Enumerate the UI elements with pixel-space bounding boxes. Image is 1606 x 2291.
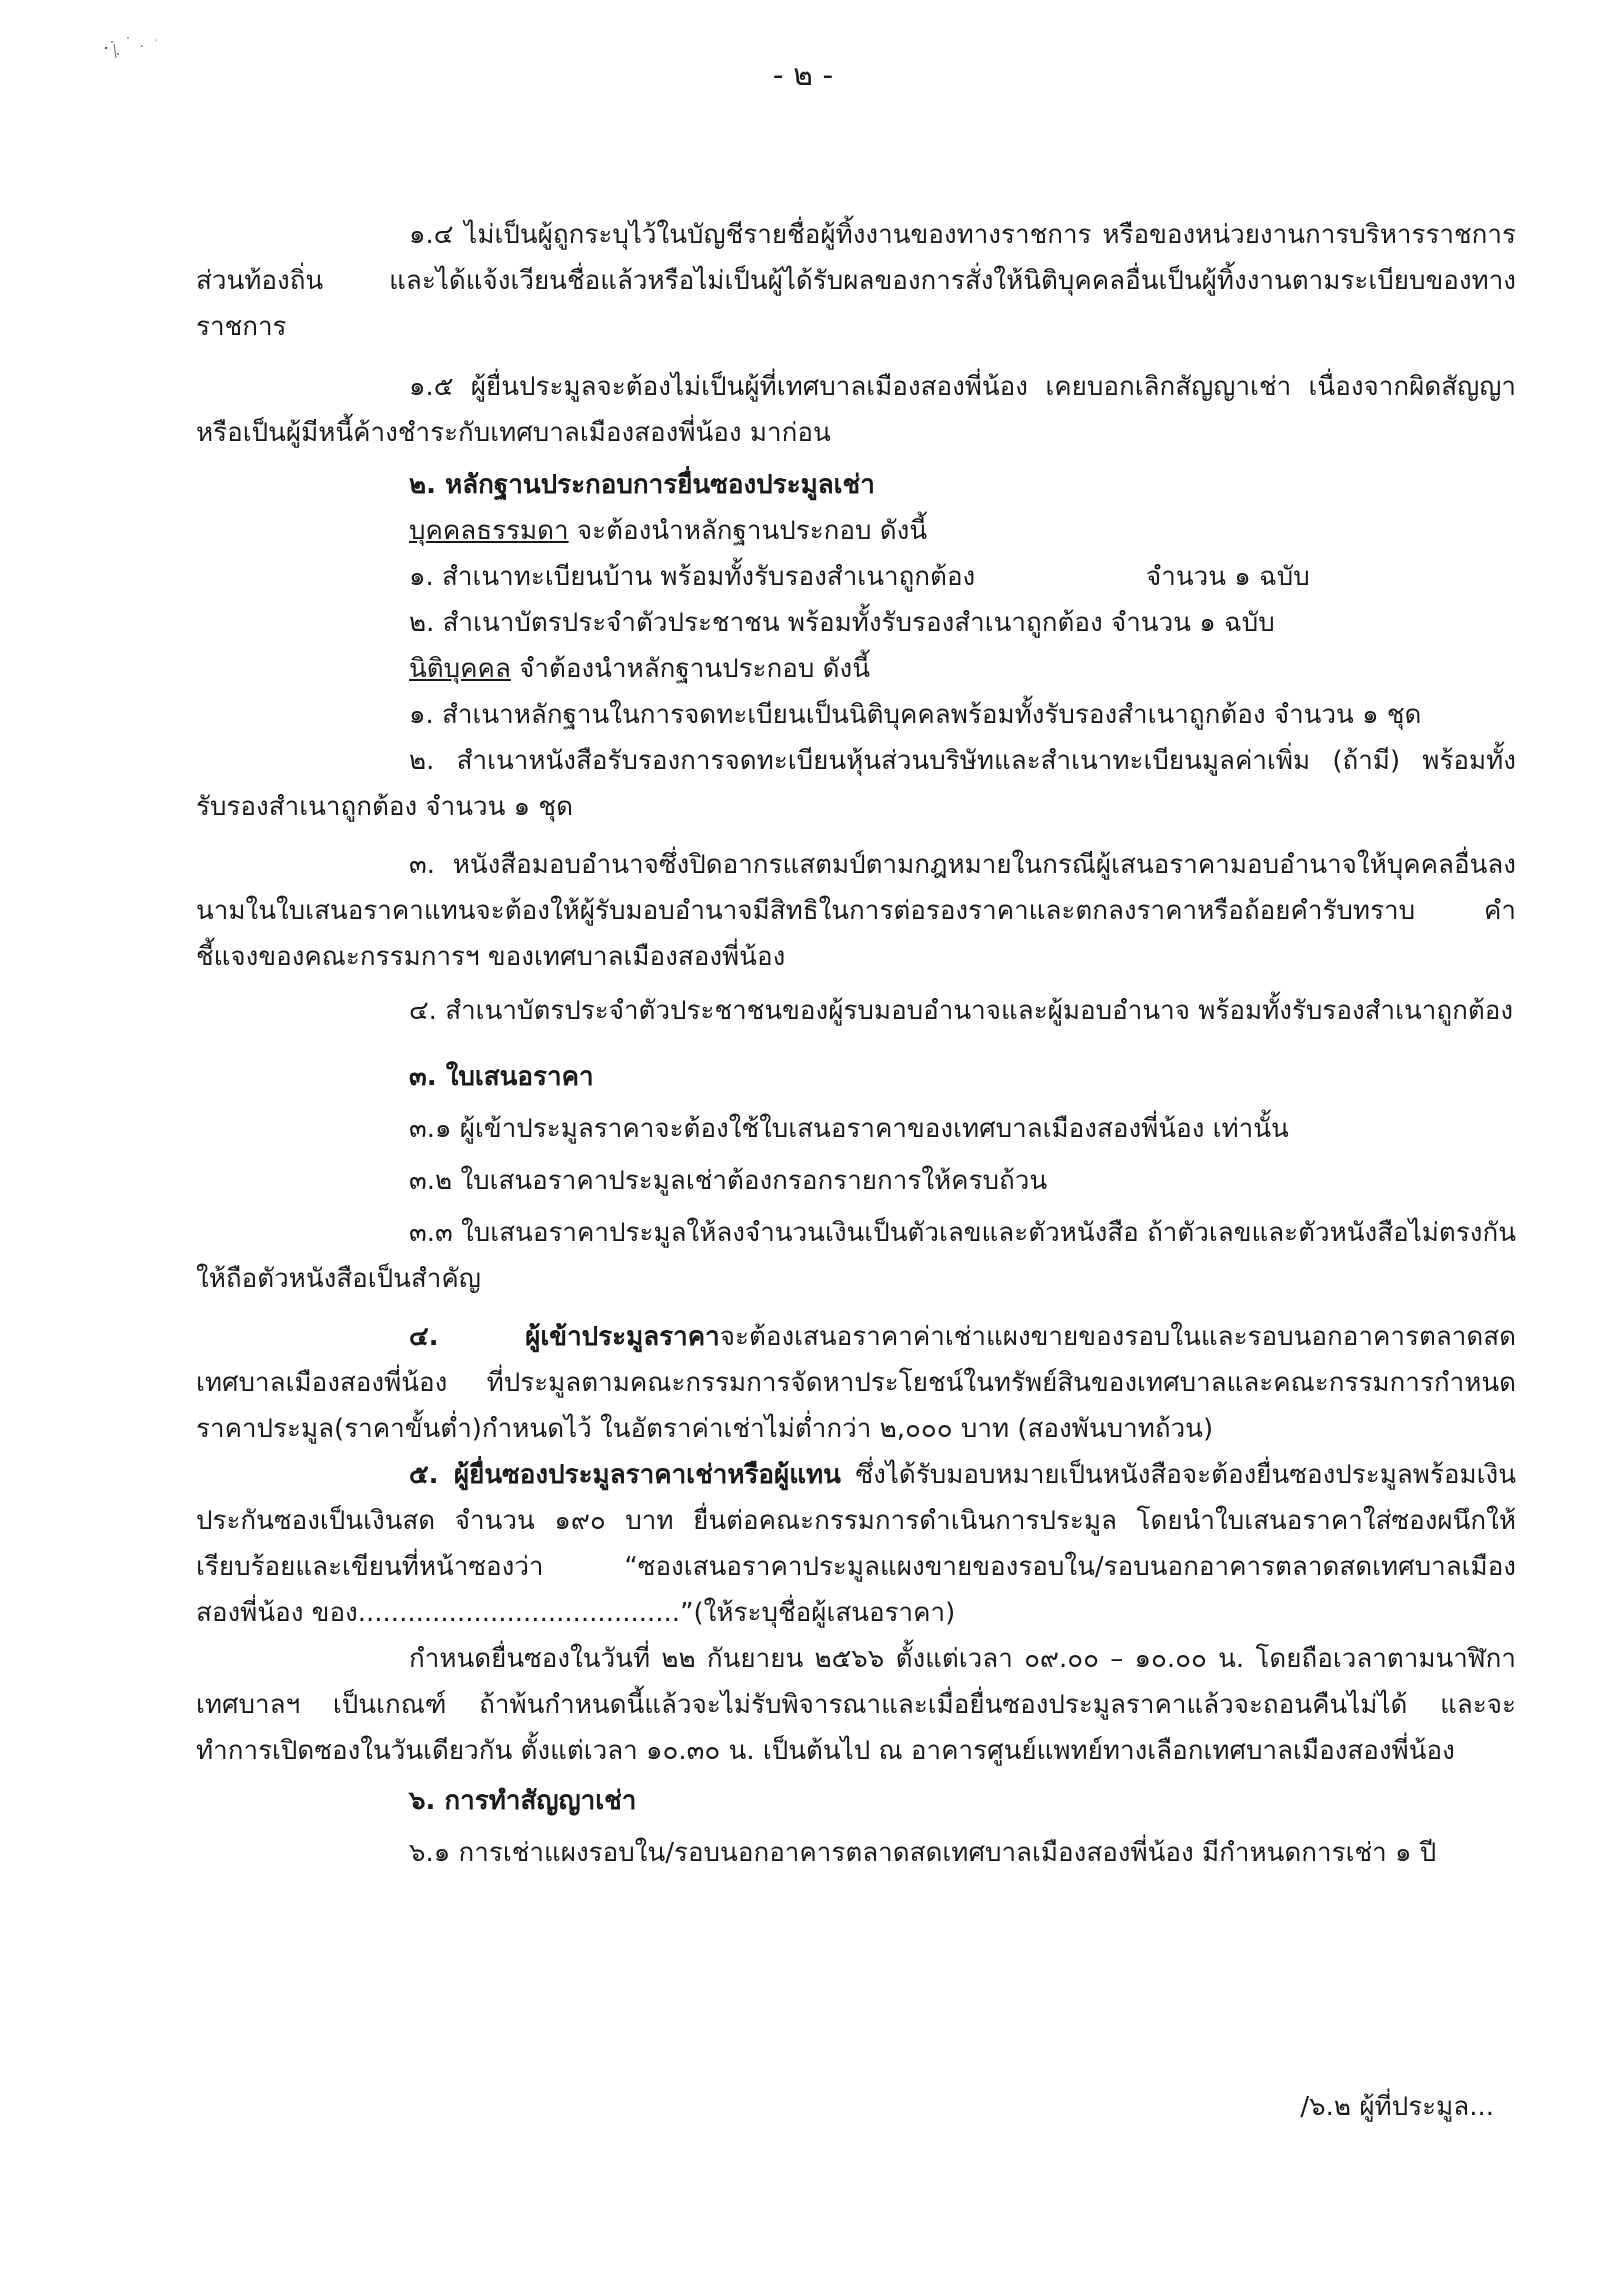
clause-3-1: ๓.๑ ผู้เข้าประมูลราคาจะต้องใช้ใบเสนอราคาของเทศบาลเมืองสองพี่น้อง เท่านั้น — [409, 1114, 1289, 1144]
natural-item-2: ๒. สำเนาบัตรประจำตัวประชาชน พร้อมทั้งรับรองสำเนาถูกต้อง จำนวน ๑ ฉบับ — [409, 608, 1275, 638]
clause-3-3: ๓.๓ ใบเสนอราคาประมูลให้ลงจำนวนเงินเป็นตัวเลขและตัวหนังสือ ถ้าตัวเลขและตัวหนังสือไม่ตรงกันให้ถือตัวหนังสือเป็นสำคัญ — [196, 1218, 1516, 1294]
clause-3-2: ๓.๒ ใบเสนอราคาประมูลเช่าต้องกรอกรายการให้ครบถ้วน — [409, 1166, 1048, 1196]
section-4-text: จะต้องเสนอราคาค่าเช่าแผงขายของรอบในและรอบนอกอาคารตลาดสดเทศบาลเมืองสองพี่น้อง ที่ประมูลตามคณะกรรมการจัดหาประโยชน์ในทรัพย์สินของเทศบาลและคณะกรรมการกำหนดราคาประมูล(ราคาขั้นต่ำ)กำหนดไว้ ในอัตราค่าเช่าไม่ต่ำกว่า ๒,๐๐๐ บาท (สองพันบาทถ้วน) — [196, 1322, 1516, 1444]
clause-1-5: ๑.๕ ผู้ยื่นประมูลจะต้องไม่เป็นผู้ที่เทศบาลเมืองสองพี่น้อง เคยบอกเลิกสัญญาเช่า เนื่องจากผิดสัญญาหรือเป็นผู้มีหนี้ค้างชำระกับเทศบาลเมืองสองพี่น้อง มาก่อน — [196, 372, 1516, 448]
section-3-heading: ๓. ใบเสนอราคา — [409, 1062, 594, 1092]
page-number: - ๒ - — [772, 58, 834, 93]
natural-item-1 — [196, 554, 1516, 600]
section-4-paragraph — [196, 1314, 1516, 1452]
natural-person-line — [196, 508, 1516, 554]
natural-person-label: บุคคลธรรมดา — [409, 516, 569, 546]
juristic-item-1: ๑. สำเนาหลักฐานในการจดทะเบียนเป็นนิติบุคคลพร้อมทั้งรับรองสำเนาถูกต้อง จำนวน ๑ ชุด — [409, 700, 1422, 730]
section-5-deadline: กำหนดยื่นซองในวันที่ ๒๒ กันยายน ๒๕๖๖ ตั้งแต่เวลา ๐๙.๐๐ – ๑๐.๐๐ น. โดยถือเวลาตามนาฬิกาเทศบาลฯ เป็นเกณฑ์ ถ้าพ้นกำหนดนี้แล้วจะไม่รับพิจารณาและเมื่อยื่นซองประมูลราคาแล้วจะถอนคืนไม่ได้ และจะทำการเปิดซองในวันเดียวกัน ตั้งแต่เวลา ๑๐.๓๐ น. เป็นต้นไป ณ อาคารศูนย์แพทย์ทางเลือกเทศบาลเมืองสองพี่น้อง — [196, 1644, 1516, 1766]
section-6-heading: ๖. การทำสัญญาเช่า — [409, 1786, 637, 1816]
juristic-person-line — [196, 646, 1516, 692]
juristic-item-2: ๒. สำเนาหนังสือรับรองการจดทะเบียนหุ้นส่วนบริษัทและสำเนาทะเบียนมูลค่าเพิ่ม (ถ้ามี) พร้อมทั้งรับรองสำเนาถูกต้อง จำนวน ๑ ชุด — [196, 746, 1516, 822]
clause-1-4: ๑.๔ ไม่เป็นผู้ถูกระบุไว้ในบัญชีรายชื่อผู้ทิ้งงานของทางราชการ หรือของหน่วยงานการบริหารราชการส่วนท้องถิ่น และได้แจ้งเวียนชื่อแล้วหรือไม่เป็นผู้ได้รับผลของการสั่งให้นิติบุคคลอื่นเป็นผู้ทิ้งงานตามระเบียบของทางราชการ — [196, 220, 1516, 342]
section-2-heading: ๒. หลักฐานประกอบการยื่นซองประมูลเช่า — [409, 470, 875, 500]
section-4-heading: ๔. ผู้เข้าประมูลราคา — [409, 1322, 720, 1352]
juristic-item-4: ๔. สำเนาบัตรประจำตัวประชาชนของผู้รบมอบอำนาจและผู้มอบอำนาจ พร้อมทั้งรับรองสำเนาถูกต้อง — [409, 996, 1514, 1026]
juristic-item-3: ๓. หนังสือมอบอำนาจซึ่งปิดอากรแสตมป์ตามกฎหมายในกรณีผู้เสนอราคามอบอำนาจให้บุคคลอื่นลงนามในใบเสนอราคาแทนจะต้องให้ผู้รับมอบอำนาจมีสิทธิในการต่อรองราคาและตกลงราคาหรือถ้อยคำรับทราบ คำชี้แจงของคณะกรรมการฯ ของเทศบาลเมืองสองพี่น้อง — [196, 850, 1516, 972]
section-5-paragraph — [196, 1452, 1516, 1636]
juristic-person-label: นิติบุคคล — [409, 654, 511, 684]
document-body — [196, 212, 1516, 1876]
juristic-person-text: จำต้องนำหลักฐานประกอบ ดังนี้ — [510, 654, 871, 684]
natural-person-text: จะต้องนำหลักฐานประกอบ ดังนี้ — [568, 516, 928, 546]
natural-item-1-text: ๑. สำเนาทะเบียนบ้าน พร้อมทั้งรับรองสำเนาถูกต้อง — [409, 562, 976, 592]
clause-6-1: ๖.๑ การเช่าแผงรอบใน/รอบนอกอาคารตลาดสดเทศบาลเมืองสองพี่น้อง มีกำหนดการเช่า ๑ ปี — [409, 1838, 1437, 1868]
continuation-note: /๖.๒ ผู้ที่ประมูล... — [1300, 2092, 1494, 2122]
section-5-text: ซึ่งได้รับมอบหมายเป็นหนังสือจะต้องยื่นซองประมูลพร้อมเงินประกันซองเป็นเงินสด จำนวน ๑๙๐ บาท ยื่นต่อคณะกรรมการดำเนินการประมูล โดยนำใบเสนอราคาใส่ซองผนึกให้เรียบร้อยและเขียนที่หน้าซองว่า “ซองเสนอราคาประมูลแผงขายของรอบใน/รอบนอกอาคารตลาดสดเทศบาลเมืองสองพี่น้อง ของ.......................................”(ให้ระบุชื่อผู้เสนอราคา) — [196, 1460, 1516, 1628]
natural-item-1-count: จำนวน ๑ ฉบับ — [1146, 562, 1310, 592]
section-5-heading: ๕. ผู้ยื่นซองประมูลราคาเช่าหรือผู้แทน — [409, 1460, 841, 1490]
